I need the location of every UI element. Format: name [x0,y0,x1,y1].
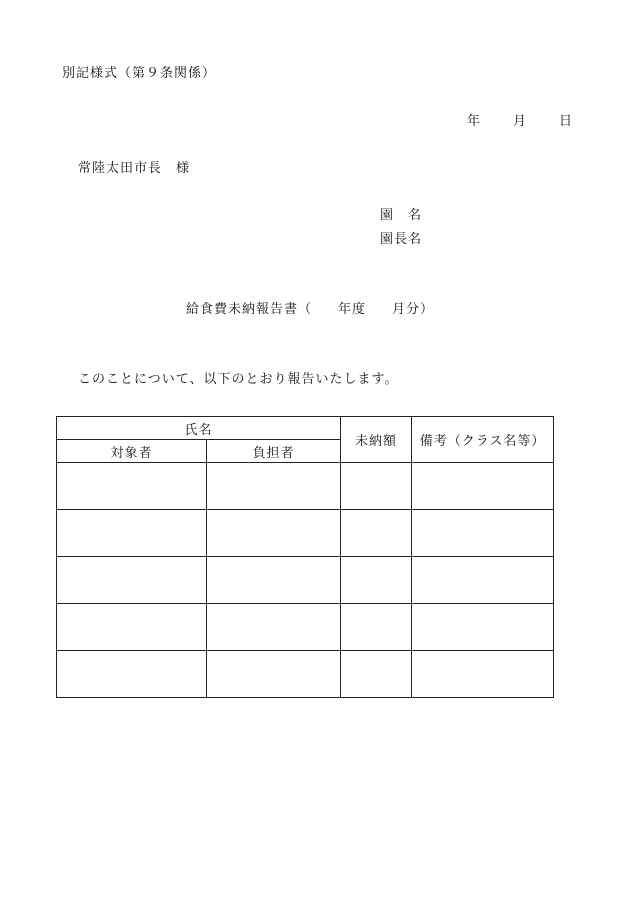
title-month-part: 月分） [392,302,435,317]
remarks-cell[interactable] [412,604,554,651]
payer-cell[interactable] [207,510,341,557]
unpaid-amount-cell[interactable] [341,510,412,557]
payer-cell[interactable] [207,463,341,510]
date-year-label: 年 [467,114,482,129]
remarks-cell[interactable] [412,651,554,698]
date-month-label: 月 [513,114,528,129]
table-row [57,557,554,604]
subject-cell[interactable] [57,557,207,604]
remarks-cell[interactable] [412,510,554,557]
table-header-row [57,417,554,440]
kindergarten-name-label: 園 名 [380,208,423,223]
unpaid-amount-cell[interactable] [341,604,412,651]
subject-cell[interactable] [57,651,207,698]
table-row [57,604,554,651]
payer-cell[interactable] [207,651,341,698]
addressee: 常陸太田市長 様 [78,161,191,176]
director-name-label: 園長名 [380,232,423,247]
table-row [57,651,554,698]
table-row [57,463,554,510]
unpaid-amount-cell[interactable] [341,463,412,510]
subject-cell[interactable] [57,604,207,651]
date-line [467,114,573,130]
subject-header: 対象者 [57,440,207,463]
name-group-header: 氏名 [57,417,341,440]
payer-header: 負担者 [207,440,341,463]
unpaid-amount-cell[interactable] [341,557,412,604]
form-label: 別記様式（第９条関係） [62,66,217,81]
remarks-cell[interactable] [412,463,554,510]
remarks-cell[interactable] [412,557,554,604]
document-title [186,302,434,318]
unpaid-amount-cell[interactable] [341,651,412,698]
unpaid-amount-header: 未納額 [341,417,412,463]
remarks-header: 備考（クラス名等） [412,417,554,463]
title-main: 給食費未納報告書（ [186,302,313,317]
subject-cell[interactable] [57,510,207,557]
table-row [57,510,554,557]
payer-cell[interactable] [207,604,341,651]
report-table [56,416,554,698]
title-nendo: 年度 [338,302,367,317]
body-text: このことについて、以下のとおり報告いたします。 [78,372,399,387]
subject-cell[interactable] [57,463,207,510]
date-day-label: 日 [559,114,574,129]
payer-cell[interactable] [207,557,341,604]
